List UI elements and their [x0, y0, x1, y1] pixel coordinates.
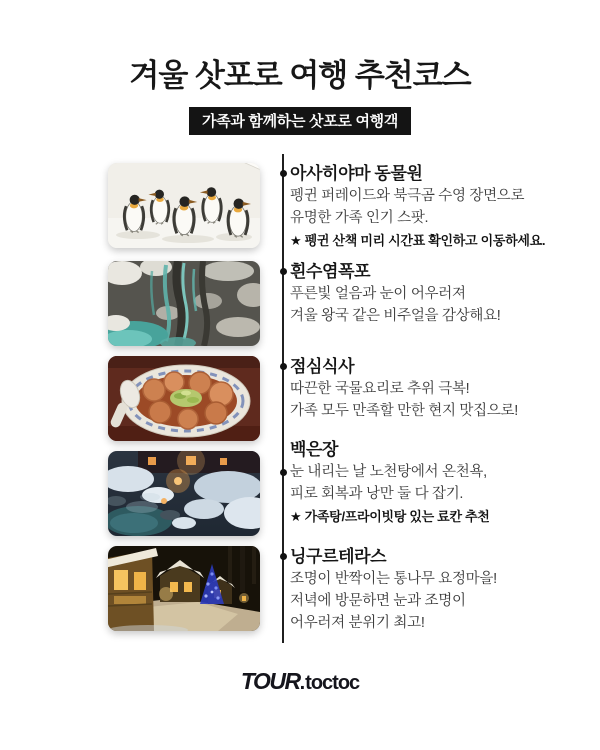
- list-item-asahiyama-zoo: [108, 163, 600, 251]
- waterfall-illustration: [108, 261, 260, 346]
- footer-logo-primary: TOUR: [240, 668, 300, 694]
- item-note: ★ 가족탕/프라이빗탕 있는 료칸 추천: [290, 509, 490, 524]
- item-description-line: 유명한 가족 인기 스팟.: [290, 210, 429, 226]
- item-description-line: 펭귄 퍼레이드와 북극곰 수영 장면으로: [290, 188, 525, 204]
- timeline-dot: [280, 268, 287, 275]
- penguins-photo: [108, 163, 260, 248]
- item-title: 점심식사: [290, 357, 355, 376]
- ramen-photo: [108, 356, 260, 441]
- item-description-line: 겨울 왕국 같은 비주얼을 감상해요!: [290, 308, 501, 324]
- item-description-line: 피로 회복과 낭만 둘 다 잡기.: [290, 486, 464, 502]
- list-item-hakuginso-onsen: [108, 440, 600, 536]
- timeline-dot: [280, 469, 287, 476]
- list-item-shirahige-falls: [108, 261, 600, 346]
- subtitle-badge: 가족과 함께하는 삿포로 여행객: [189, 107, 411, 135]
- timeline-dot: [280, 363, 287, 370]
- item-description-line: 푸른빛 얼음과 눈이 어우러져: [290, 286, 466, 302]
- item-description-line: 조명이 반짝이는 통나무 요정마을!: [290, 571, 497, 587]
- list-item-ningle-terrace: [108, 546, 600, 634]
- item-note: ★ 펭귄 산책 미리 시간표 확인하고 이동하세요.: [290, 233, 546, 248]
- item-description-line: 따끈한 국물요리로 추위 극복!: [290, 381, 470, 397]
- timeline-dot: [280, 553, 287, 560]
- footer-logo-secondary: toctoc: [305, 672, 360, 694]
- ramen-illustration: [108, 356, 260, 441]
- page-title: 겨울 삿포로 여행 추천코스: [129, 58, 471, 93]
- item-description-line: 저녁에 방문하면 눈과 조명이: [290, 593, 466, 609]
- footer-logo-separator: .: [299, 672, 306, 694]
- timeline-line: [282, 154, 284, 643]
- item-description-line: 눈 내리는 날 노천탕에서 온천욕,: [290, 464, 487, 480]
- item-title: 백은장: [290, 440, 339, 459]
- waterfall-photo: [108, 261, 260, 346]
- footer-logo: [0, 668, 600, 695]
- item-description-line: 가족 모두 만족할 만한 현지 맛집으로!: [290, 403, 518, 419]
- list-item-lunch: [108, 356, 600, 441]
- subtitle-badge-row: [0, 107, 600, 135]
- village-photo: [108, 546, 260, 631]
- onsen-photo: [108, 451, 260, 536]
- village-illustration: [108, 546, 260, 631]
- timeline-dot: [280, 170, 287, 177]
- onsen-illustration: [108, 451, 260, 536]
- item-title: 아사히야마 동물원: [290, 164, 423, 183]
- item-title: 닝구르테라스: [290, 547, 387, 566]
- item-title: 흰수염폭포: [290, 262, 371, 281]
- penguins-illustration: [108, 163, 260, 248]
- item-description-line: 어우러져 분위기 최고!: [290, 615, 425, 631]
- itinerary-list: [0, 163, 600, 644]
